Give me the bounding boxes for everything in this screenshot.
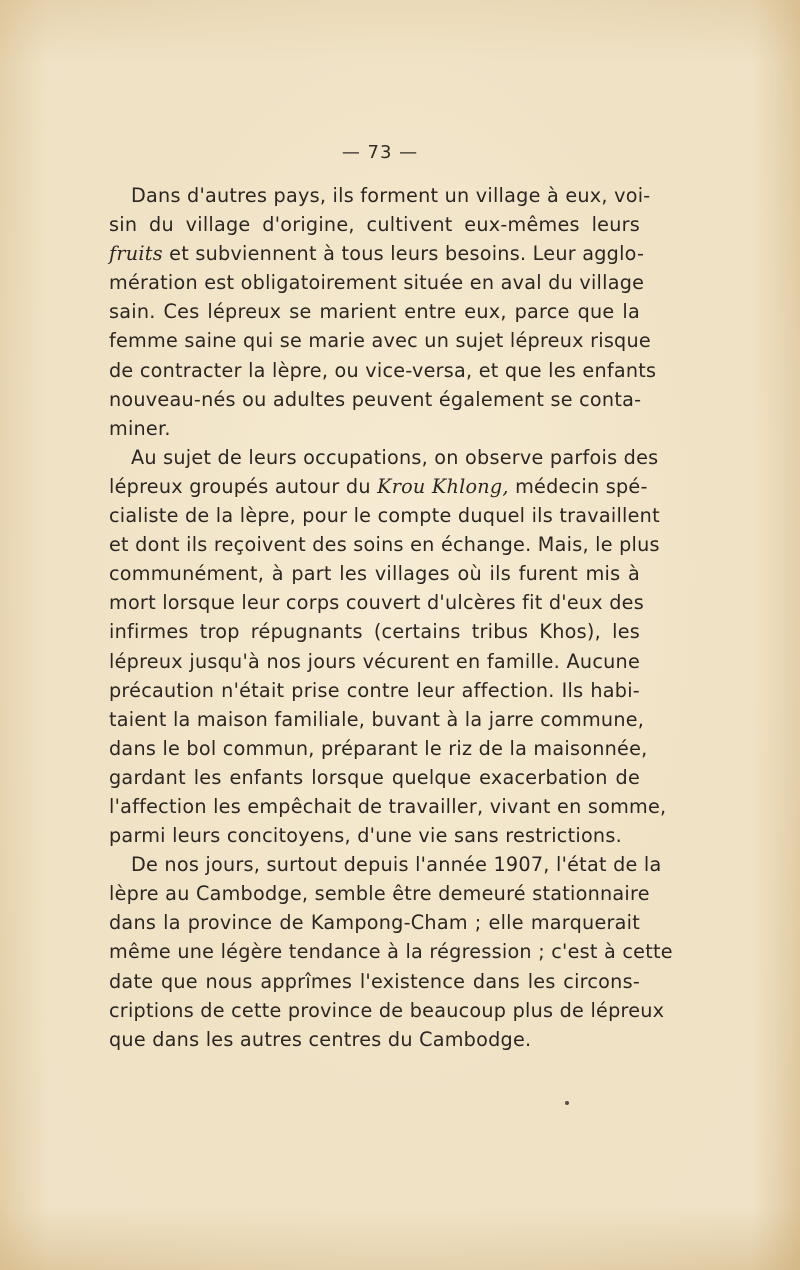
text-line: même une légère tendance à la régression ; c'est à cette [109,940,673,964]
text-line [109,239,645,268]
text-line: dans la province de Kampong-Cham ; elle marquerait [109,911,640,935]
text-line: et dont ils reçoivent des soins en échange. Mais, le plus [109,533,660,557]
text-line: sin du village d'origine, cultivent eux-mêmes leurs [109,213,640,237]
text-line [109,472,648,501]
text-line: femme saine qui se marie avec un sujet lépreux risque [109,329,651,353]
text-line: mération est obligatoirement située en aval du village [109,271,645,295]
text-line: communément, à part les villages où ils furent mis à [109,562,640,586]
text-line: précaution n'était prise contre leur affection. Ils habi- [109,678,640,702]
text-line: de contracter la lèpre, ou vice-versa, et que les enfants [109,358,657,382]
italic-term: Krou Khlong, [377,474,509,498]
text-line: gardant les enfants lorsque quelque exacerbation de [109,765,640,789]
text-line: l'affection les empêchait de travailler, vivant en somme, [109,794,667,818]
body-text [109,181,673,1054]
text-line: miner. [109,416,171,440]
text-fragment: et subviennent à tous leurs besoins. Leur agglo- [162,242,645,266]
text-line: sain. Ces lépreux se marient entre eux, parce que la [109,300,640,324]
text-line: Au sujet de leurs occupations, on observe parfois des [131,445,659,469]
text-line: mort lorsque leur corps couvert d'ulcères fit d'eux des [109,591,644,615]
text-line: De nos jours, surtout depuis l'année 1907, l'état de la [131,853,662,877]
text-line: lépreux jusqu'à nos jours vécurent en famille. Aucune [109,649,640,673]
text-fragment: lépreux groupés autour du [109,474,378,498]
text-line: dans le bol commun, préparant le riz de la maisonnée, [109,736,648,760]
text-line: infirmes trop répugnants (certains tribus Khos), les [109,620,640,644]
text-fragment: médecin spé- [508,474,648,498]
text-line: que dans les autres centres du Cambodge. [109,1027,532,1051]
text-line: cialiste de la lèpre, pour le compte duquel ils travaillent [109,504,660,528]
ink-speck [565,1101,569,1105]
text-line: criptions de cette province de beaucoup plus de lépreux [109,998,665,1022]
text-line: parmi leurs concitoyens, d'une vie sans restrictions. [109,824,622,848]
italic-term: fruits [109,242,163,266]
page-number: — 73 — [341,142,419,163]
text-line: Dans d'autres pays, ils forment un village à eux, voi- [131,184,651,207]
text-line: lèpre au Cambodge, semble être demeuré stationnaire [109,882,650,906]
text-line: nouveau-nés ou adultes peuvent également se conta- [109,387,642,411]
text-line: taient la maison familiale, buvant à la jarre commune, [109,707,645,731]
text-line: date que nous apprîmes l'existence dans les circons- [109,969,640,993]
